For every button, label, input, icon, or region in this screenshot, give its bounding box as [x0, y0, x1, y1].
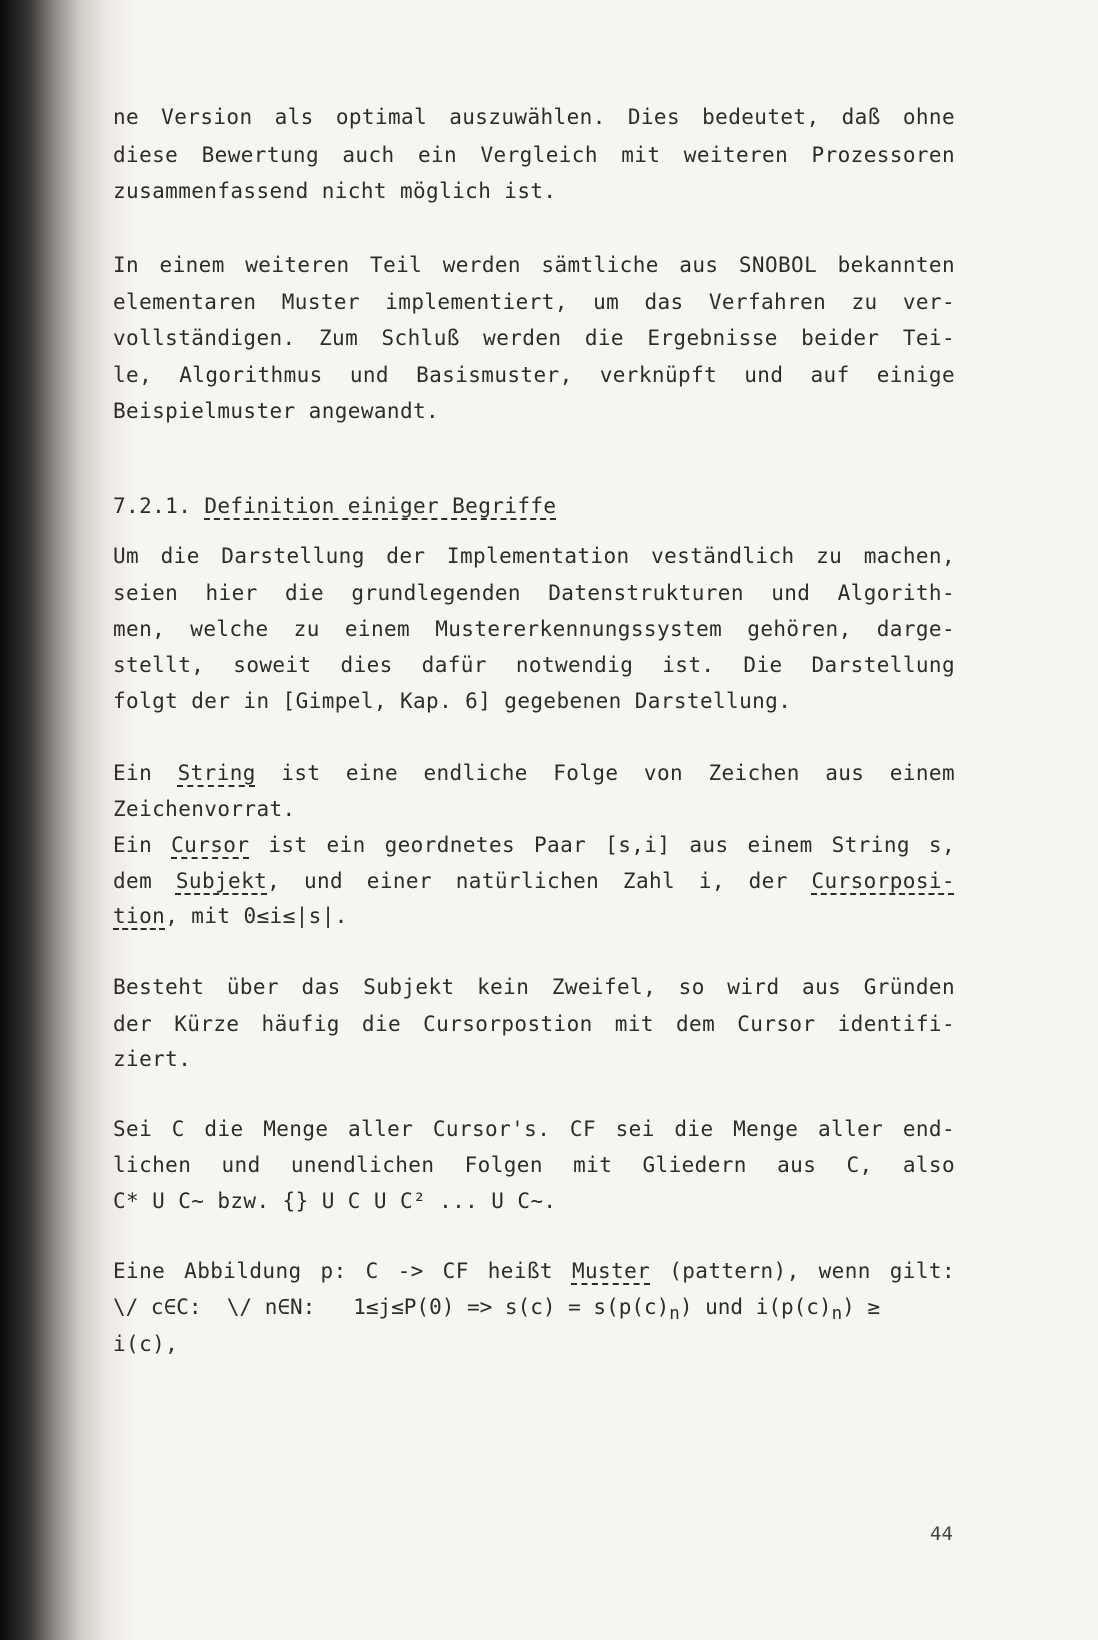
text-line: men, welche zu einem Mustererkennungssystem gehören, darge- — [113, 617, 955, 641]
subscript: n — [669, 1304, 680, 1325]
term-cursor: Cursor — [171, 833, 250, 857]
text-line — [113, 868, 955, 894]
text-line: ne Version als optimal auszuwählen. Dies bedeutet, daß ohne — [113, 105, 955, 129]
text-line: Besteht über das Subjekt kein Zweifel, so wird aus Gründen — [113, 975, 955, 999]
text-fragment: , mit 0≤i≤|s|. — [165, 904, 348, 928]
text-line: C* U C~ bzw. {} U C U C² ... U C~. — [113, 1189, 557, 1213]
formula-line: i(c), — [113, 1332, 179, 1356]
text-line: Sei C die Menge aller Cursor's. CF sei die Menge aller end- — [113, 1117, 955, 1141]
text-line: folgt der in [Gimpel, Kap. 6] gegebenen Darstellung. — [113, 689, 792, 713]
section-number: 7.2.1. — [113, 494, 192, 518]
text-fragment: , und einer natürlichen Zahl i, der — [267, 869, 812, 893]
text-line: der Kürze häufig die Cursorpostion mit dem Cursor identifi- — [113, 1012, 955, 1036]
section-title: Definition einiger Begriffe — [204, 494, 557, 518]
text-fragment: ist ein geordnetes Paar [s,i] aus einem String s, — [249, 833, 955, 857]
text-fragment: ist eine endliche Folge von Zeichen aus einem — [255, 761, 955, 785]
text-line: Beispielmuster angewandt. — [113, 399, 440, 423]
subscript: n — [831, 1304, 843, 1325]
text-line: zusammenfassend nicht möglich ist. — [113, 179, 557, 203]
formula-fragment: ) und i(p(c) — [679, 1295, 832, 1319]
text-line: ziert. — [113, 1047, 192, 1071]
formula-line — [113, 1294, 955, 1327]
text-line: seien hier die grundlegenden Datenstrukturen und Algorith- — [113, 581, 955, 605]
formula-fragment: ) ≥ — [842, 1295, 881, 1319]
term-subjekt: Subjekt — [175, 869, 268, 893]
text-fragment: dem — [113, 869, 176, 893]
text-line — [113, 760, 955, 786]
text-line: vollständigen. Zum Schluß werden die Ergebnisse beider Tei- — [113, 326, 955, 350]
text-line — [113, 832, 955, 858]
text-line: le, Algorithmus und Basismuster, verknüpft und auf einige — [113, 363, 955, 387]
text-line: Zeichenvorrat. — [113, 797, 296, 821]
text-fragment: Ein — [113, 761, 178, 785]
text-line: diese Bewertung auch ein Vergleich mit weiteren Prozessoren — [113, 143, 955, 167]
text-fragment: Ein — [113, 833, 172, 857]
text-line: lichen und unendlichen Folgen mit Gliedern aus C, also — [113, 1153, 955, 1177]
text-line: In einem weiteren Teil werden sämtliche aus SNOBOL bekannten — [113, 253, 955, 277]
text-line: elementaren Muster implementiert, um das Verfahren zu ver- — [113, 290, 955, 314]
text-line: Um die Darstellung der Implementation veständlich zu machen, — [113, 544, 955, 568]
term-cursorposition: Cursorposi- — [811, 869, 955, 893]
formula-fragment: \/ c∈C: \/ n∈N: 1≤j≤P(0) => s(c) = s(p(c) — [113, 1295, 670, 1319]
text-fragment: (pattern), wenn gilt: — [650, 1259, 955, 1283]
text-line: stellt, soweit dies dafür notwendig ist. Die Darstellung — [113, 653, 955, 677]
text-fragment: Eine Abbildung p: C -> CF heißt — [113, 1259, 572, 1283]
section-heading — [113, 493, 556, 519]
term-muster: Muster — [571, 1259, 651, 1283]
text-line — [113, 903, 955, 929]
text-line — [113, 1258, 955, 1284]
page-number: 44 — [930, 1523, 953, 1545]
term-cursorposition-cont: tion — [113, 904, 166, 928]
term-string: String — [177, 761, 256, 785]
